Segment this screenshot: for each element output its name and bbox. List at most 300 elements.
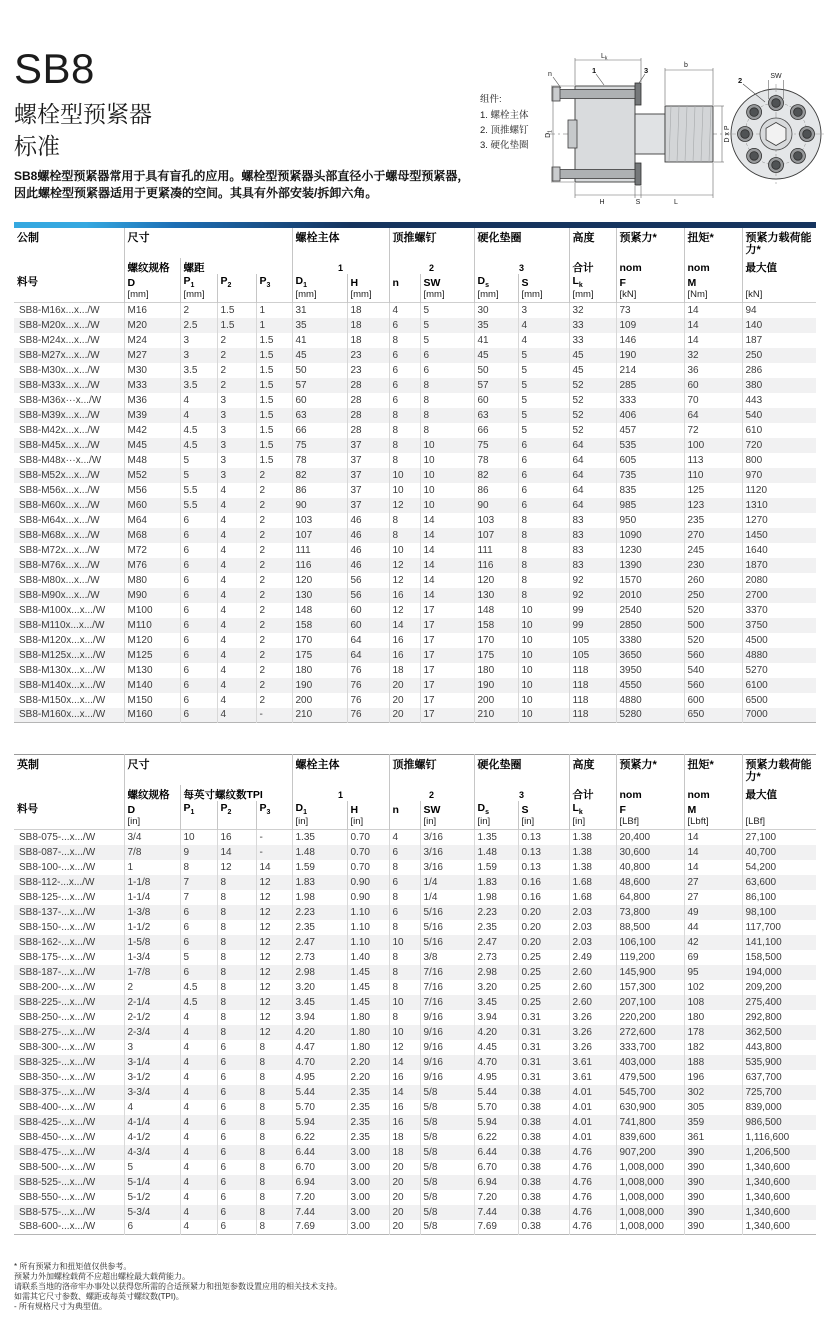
spec-value: 2.98 <box>292 965 347 980</box>
spec-value: 3750 <box>742 618 816 633</box>
spec-value: M45 <box>124 438 180 453</box>
spec-value: 4 <box>180 1175 217 1190</box>
spec-value: M90 <box>124 588 180 603</box>
spec-value: 9/16 <box>420 1010 474 1025</box>
spec-value: 4.5 <box>180 438 217 453</box>
spec-value: 76 <box>347 693 389 708</box>
spec-value: 146 <box>616 333 684 348</box>
spec-value: 1-3/4 <box>124 950 180 965</box>
spec-value: 140 <box>742 318 816 333</box>
legend-item: 2. 顶推螺钉 <box>480 125 529 136</box>
column-header: [LBf] <box>616 816 684 830</box>
spec-value: 117,700 <box>742 920 816 935</box>
spec-value: 200 <box>292 693 347 708</box>
spec-value: 3.26 <box>569 1025 616 1040</box>
spec-value: 500 <box>684 618 742 633</box>
spec-value: 8 <box>389 860 420 875</box>
spec-value: 8 <box>389 890 420 905</box>
spec-value: 4.95 <box>292 1070 347 1085</box>
spec-value: 8 <box>256 1220 292 1235</box>
spec-value: 2080 <box>742 573 816 588</box>
spec-value: 6 <box>180 618 217 633</box>
spec-value: 3.61 <box>569 1055 616 1070</box>
spec-value: 800 <box>742 453 816 468</box>
spec-value: 1.83 <box>292 875 347 890</box>
spec-row <box>14 905 816 920</box>
spec-value: 1570 <box>616 573 684 588</box>
part-number: SB8-M39x...x.../W <box>19 409 100 421</box>
spec-value: M20 <box>124 318 180 333</box>
spec-value: 64 <box>569 468 616 483</box>
part-number: SB8-M48x···x.../W <box>19 454 102 466</box>
part-number: SB8-450-...x.../W <box>19 1131 96 1143</box>
column-header: [mm] <box>518 289 569 303</box>
spec-row <box>14 663 816 678</box>
column-header: 尺寸 <box>124 228 292 258</box>
spec-value: 5.70 <box>292 1100 347 1115</box>
spec-value: 18 <box>389 663 420 678</box>
column-header: $P_1$ <box>180 274 217 289</box>
column-header: 3 <box>474 258 569 274</box>
part-number: SB8-350-...x.../W <box>19 1071 96 1083</box>
spec-value: 10 <box>420 483 474 498</box>
part-number: SB8-M45x...x.../W <box>19 439 100 451</box>
spec-value: 0.20 <box>518 905 569 920</box>
spec-value: 4 <box>217 693 256 708</box>
part-number: SB8-M16x...x.../W <box>19 304 100 316</box>
spec-row <box>14 348 816 363</box>
column-header: 3 <box>474 785 569 801</box>
spec-value: 8 <box>217 890 256 905</box>
spec-value: 8 <box>389 333 420 348</box>
column-header: 预紧力* <box>616 228 684 258</box>
column-header <box>742 801 816 816</box>
spec-value: 4.5 <box>180 423 217 438</box>
part-number: SB8-M30x...x.../W <box>19 364 100 376</box>
spec-value: 3.20 <box>474 980 518 995</box>
spec-value: 8 <box>256 1115 292 1130</box>
spec-value: 66 <box>292 423 347 438</box>
spec-value: 3.61 <box>569 1070 616 1085</box>
spec-value: 4 <box>180 1040 217 1055</box>
spec-value: 6 <box>217 1055 256 1070</box>
spec-value: 2 <box>256 588 292 603</box>
spec-value: 1.38 <box>569 830 616 845</box>
spec-value: 1,340,600 <box>742 1160 816 1175</box>
spec-value: 17 <box>420 678 474 693</box>
part-number: SB8-162-...x.../W <box>19 936 96 948</box>
spec-value: 3 <box>180 348 217 363</box>
spec-value: 46 <box>347 543 389 558</box>
spec-value: 839,000 <box>742 1100 816 1115</box>
spec-value: 18 <box>389 1145 420 1160</box>
column-header: [mm] <box>347 289 389 303</box>
description-line: SB8螺栓型预紧器常用于具有盲孔的应用。螺栓型预紧器头部直径小于螺母型预紧器， <box>14 169 470 183</box>
spec-row <box>14 830 816 845</box>
spec-value: 5/8 <box>420 1145 474 1160</box>
spec-value: 1.5 <box>217 318 256 333</box>
description-line: 因此螺栓型预紧器适用于更紧凑的空间。其具有外部安装/拆卸六角。 <box>14 186 378 200</box>
spec-value: 333 <box>616 393 684 408</box>
part-number: SB8-200-...x.../W <box>19 981 96 993</box>
spec-value: 118 <box>569 663 616 678</box>
ref-label-2: 2 <box>738 76 743 85</box>
spec-value: 285 <box>616 378 684 393</box>
spec-value: 839,600 <box>616 1130 684 1145</box>
spec-value: 2.23 <box>474 905 518 920</box>
column-header: $P_3$ <box>256 274 292 289</box>
spec-value: 3/4 <box>124 830 180 845</box>
spec-value: 16 <box>217 830 256 845</box>
spec-value: 83 <box>569 513 616 528</box>
spec-value: 0.38 <box>518 1130 569 1145</box>
spec-value: 5/8 <box>420 1220 474 1235</box>
jackbolt-shape <box>559 90 635 99</box>
spec-value: 0.31 <box>518 1040 569 1055</box>
spec-value: 12 <box>389 1040 420 1055</box>
spec-value: 3.00 <box>347 1220 389 1235</box>
part-number: SB8-550-...x.../W <box>19 1191 96 1203</box>
spec-value: 7 <box>180 875 217 890</box>
spec-value: 52 <box>569 378 616 393</box>
spec-value: 5 <box>518 378 569 393</box>
spec-value: 1.5 <box>256 333 292 348</box>
column-header: 合计 <box>569 258 616 274</box>
part-number: SB8-075-...x.../W <box>19 831 96 843</box>
spec-value: 8 <box>256 1085 292 1100</box>
spec-value: 406 <box>616 408 684 423</box>
part-number: SB8-M150x...x.../W <box>19 694 106 706</box>
spec-value: 6 <box>124 1220 180 1235</box>
spec-value: 1.35 <box>474 830 518 845</box>
part-number: SB8-M33x...x.../W <box>19 379 100 391</box>
spec-value: M52 <box>124 468 180 483</box>
spec-value: 46 <box>347 513 389 528</box>
spec-value: 1.45 <box>347 965 389 980</box>
spec-value: 8 <box>256 1205 292 1220</box>
spec-value: 0.38 <box>518 1085 569 1100</box>
column-header: 高度 <box>569 228 616 258</box>
spec-value: 14 <box>420 513 474 528</box>
spec-value: 4 <box>180 1025 217 1040</box>
spec-value: 63 <box>292 408 347 423</box>
column-header: H <box>347 274 389 289</box>
spec-value: 35 <box>292 318 347 333</box>
spec-value: 286 <box>742 363 816 378</box>
spec-value: 99 <box>569 618 616 633</box>
spec-value: 4.01 <box>569 1115 616 1130</box>
part-number: SB8-M68x...x.../W <box>19 529 100 541</box>
dim-label-dxp: D x P <box>724 125 731 143</box>
spec-value: 6 <box>389 875 420 890</box>
spec-value: 10 <box>518 618 569 633</box>
product-description <box>14 168 469 202</box>
part-number: SB8-M130x...x.../W <box>19 664 106 676</box>
spec-value: 14 <box>389 1085 420 1100</box>
spec-value: M100 <box>124 603 180 618</box>
spec-value: 545,700 <box>616 1085 684 1100</box>
spec-value: 2 <box>256 648 292 663</box>
spec-value: 14 <box>684 303 742 318</box>
column-header: [in] <box>474 816 518 830</box>
spec-value: 56 <box>347 573 389 588</box>
column-header: $P_1$ <box>180 801 217 816</box>
spec-value: 16 <box>389 1100 420 1115</box>
spec-value: 57 <box>292 378 347 393</box>
spec-value: 8 <box>389 980 420 995</box>
spec-value: 6.94 <box>292 1175 347 1190</box>
spec-value: 14 <box>389 618 420 633</box>
part-number: SB8-137-...x.../W <box>19 906 96 918</box>
spec-value: 73,800 <box>616 905 684 920</box>
spec-value: 10 <box>420 468 474 483</box>
spec-value: 4.01 <box>569 1085 616 1100</box>
spec-value: 275,400 <box>742 995 816 1010</box>
spec-value: 4 <box>217 678 256 693</box>
spec-value: 95 <box>684 965 742 980</box>
spec-value: 2.20 <box>347 1055 389 1070</box>
spec-value: 0.38 <box>518 1190 569 1205</box>
spec-value: 8 <box>518 528 569 543</box>
spec-value: 0.16 <box>518 875 569 890</box>
spec-value: 6 <box>180 543 217 558</box>
spec-value: 3.26 <box>569 1040 616 1055</box>
spec-value: 6100 <box>742 678 816 693</box>
spec-value: 6 <box>180 588 217 603</box>
spec-value: 5-3/4 <box>124 1205 180 1220</box>
spec-value: 6 <box>518 468 569 483</box>
spec-value: 1450 <box>742 528 816 543</box>
spec-value: 2.98 <box>474 965 518 980</box>
spec-value: 272,600 <box>616 1025 684 1040</box>
spec-value: 108 <box>684 995 742 1010</box>
column-header: S <box>518 801 569 816</box>
spec-value: 76 <box>347 678 389 693</box>
spec-value: 4500 <box>742 633 816 648</box>
column-header: [in] <box>569 816 616 830</box>
spec-value: 2.5 <box>180 318 217 333</box>
spec-value: 390 <box>684 1175 742 1190</box>
spec-value: 28 <box>347 393 389 408</box>
spec-value: 5 <box>518 408 569 423</box>
spec-value: 14 <box>684 830 742 845</box>
spec-value: 6 <box>389 845 420 860</box>
spec-value: 390 <box>684 1145 742 1160</box>
spec-value: 20 <box>389 1205 420 1220</box>
spec-value: 10 <box>389 483 420 498</box>
spec-value: 7.20 <box>474 1190 518 1205</box>
spec-value: M33 <box>124 378 180 393</box>
spec-value: 12 <box>389 558 420 573</box>
spec-value: 120 <box>474 573 518 588</box>
spec-value: 4.01 <box>569 1100 616 1115</box>
spec-value: 1870 <box>742 558 816 573</box>
spec-value: 8 <box>389 453 420 468</box>
spec-row <box>14 468 816 483</box>
spec-value: 32 <box>684 348 742 363</box>
spec-value: 520 <box>684 633 742 648</box>
spec-value: - <box>256 708 292 723</box>
spec-value: 1.38 <box>569 860 616 875</box>
spec-value: 1.98 <box>474 890 518 905</box>
spec-value: 18 <box>347 318 389 333</box>
spec-value: 0.25 <box>518 965 569 980</box>
spec-row <box>14 588 816 603</box>
spec-value: 6 <box>180 603 217 618</box>
spec-value: 64 <box>347 648 389 663</box>
spec-value: 4.76 <box>569 1175 616 1190</box>
column-header: $L_k$ <box>569 801 616 816</box>
spec-value: 5 <box>180 453 217 468</box>
spec-value: 970 <box>742 468 816 483</box>
spec-value: 4 <box>217 558 256 573</box>
column-header: H <box>347 801 389 816</box>
spec-value: 83 <box>569 558 616 573</box>
column-header: 2 <box>389 785 474 801</box>
spec-value: 20 <box>389 678 420 693</box>
spec-value: 1-5/8 <box>124 935 180 950</box>
spec-value: 2 <box>256 468 292 483</box>
spec-value: 28 <box>347 378 389 393</box>
spec-row <box>14 1130 816 1145</box>
spec-value: 4 <box>217 648 256 663</box>
spec-value: 4 <box>180 1055 217 1070</box>
washer-shape <box>635 83 641 105</box>
part-number: SB8-M60x...x.../W <box>19 499 100 511</box>
spec-value: 0.31 <box>518 1025 569 1040</box>
column-header: 硬化垫圈 <box>474 228 569 258</box>
column-header <box>256 816 292 830</box>
column-header: 料号 <box>17 803 38 815</box>
spec-value: 5/8 <box>420 1205 474 1220</box>
spec-row <box>14 1025 816 1040</box>
spec-value: 1640 <box>742 543 816 558</box>
spec-value: 188 <box>684 1055 742 1070</box>
spec-value: 41 <box>474 333 518 348</box>
column-header: S <box>518 274 569 289</box>
column-header: M <box>684 274 742 289</box>
spec-value: 45 <box>569 363 616 378</box>
spec-value: 8 <box>217 965 256 980</box>
legend-title: 组件: <box>480 94 502 105</box>
spec-value: 8 <box>256 1070 292 1085</box>
spec-value: 73 <box>616 303 684 318</box>
footnote-line: 请联系当地的洛帝牢办事处以获得您所需的合适预紧力和扭矩参数设置应用的相关技术支持。 <box>14 1282 342 1291</box>
spec-value: 12 <box>389 498 420 513</box>
spec-value: 5 <box>518 348 569 363</box>
legend-item: 1. 螺栓主体 <box>480 110 529 121</box>
spec-value: 60 <box>347 618 389 633</box>
spec-value: 14 <box>256 860 292 875</box>
spec-row <box>14 1085 816 1100</box>
spec-value: 8 <box>389 513 420 528</box>
spec-value: 6 <box>180 573 217 588</box>
spec-value: 1-1/2 <box>124 920 180 935</box>
spec-value: 60 <box>474 393 518 408</box>
spec-value: 170 <box>474 633 518 648</box>
spec-value: 210 <box>292 708 347 723</box>
spec-value: 12 <box>389 573 420 588</box>
column-header: 顶推螺钉 <box>389 755 474 786</box>
spec-value: 3 <box>217 453 256 468</box>
spec-value: 9 <box>180 845 217 860</box>
spec-row <box>14 558 816 573</box>
part-number: SB8-475-...x.../W <box>19 1146 96 1158</box>
spec-value: 5/8 <box>420 1085 474 1100</box>
spec-value: 106,100 <box>616 935 684 950</box>
spec-row <box>14 920 816 935</box>
spec-value: 2 <box>256 498 292 513</box>
spec-value: 3.94 <box>474 1010 518 1025</box>
spec-value: 4.45 <box>474 1040 518 1055</box>
spec-value: 2.35 <box>347 1100 389 1115</box>
spec-value: 6 <box>518 453 569 468</box>
spec-value: 148 <box>474 603 518 618</box>
spec-value: 2 <box>256 678 292 693</box>
spec-value: 1.10 <box>347 920 389 935</box>
spec-value: 6 <box>180 633 217 648</box>
spec-value: 10 <box>518 678 569 693</box>
spec-row <box>14 1100 816 1115</box>
spec-value: 5 <box>180 468 217 483</box>
spec-value: 5 <box>518 393 569 408</box>
spec-value: 60 <box>684 378 742 393</box>
spec-value: 6 <box>217 1070 256 1085</box>
spec-value: 7/8 <box>124 845 180 860</box>
spec-value: 8 <box>389 920 420 935</box>
spec-value: 60 <box>292 393 347 408</box>
part-number: SB8-250-...x.../W <box>19 1011 96 1023</box>
spec-value: 3.00 <box>347 1145 389 1160</box>
spec-value: 92 <box>569 588 616 603</box>
column-header: [mm] <box>474 289 518 303</box>
spec-value: 1.45 <box>347 980 389 995</box>
spec-value: 12 <box>256 980 292 995</box>
spec-value: 2.35 <box>347 1115 389 1130</box>
column-header: $P_2$ <box>217 801 256 816</box>
spec-value: 3950 <box>616 663 684 678</box>
spec-value: M30 <box>124 363 180 378</box>
spec-value: 102 <box>684 980 742 995</box>
spec-value: 182 <box>684 1040 742 1055</box>
spec-value: 2.35 <box>474 920 518 935</box>
spec-value: 20,400 <box>616 830 684 845</box>
spec-value: 82 <box>292 468 347 483</box>
spec-value: 4.70 <box>474 1055 518 1070</box>
spec-value: 443 <box>742 393 816 408</box>
column-header: 预紧力* <box>616 755 684 786</box>
spec-row <box>14 528 816 543</box>
spec-value: 0.70 <box>347 860 389 875</box>
spec-value: 209,200 <box>742 980 816 995</box>
spec-value: 10 <box>389 468 420 483</box>
spec-value: 158,500 <box>742 950 816 965</box>
spec-value: 403,000 <box>616 1055 684 1070</box>
spec-row <box>14 363 816 378</box>
spec-value: 14 <box>420 543 474 558</box>
spec-value: 3/16 <box>420 830 474 845</box>
part-number: SB8-150-...x.../W <box>19 921 96 933</box>
column-header <box>14 258 124 274</box>
spec-value: 1.48 <box>474 845 518 860</box>
spec-value: M42 <box>124 423 180 438</box>
spec-row <box>14 438 816 453</box>
spec-value: 0.20 <box>518 920 569 935</box>
spec-value: 0.25 <box>518 950 569 965</box>
spec-value: 130 <box>292 588 347 603</box>
spec-value: 18 <box>347 333 389 348</box>
spec-value: 4880 <box>742 648 816 663</box>
